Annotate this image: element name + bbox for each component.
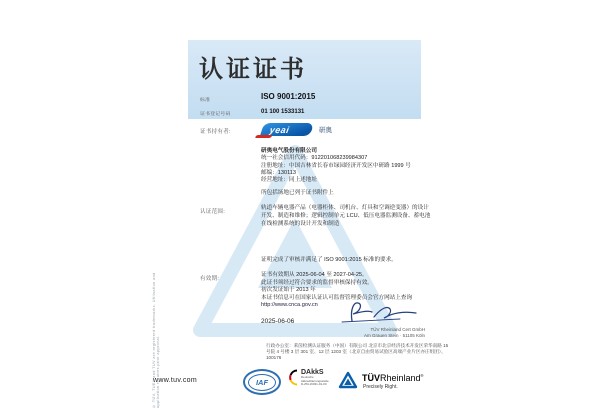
tuv-tagline: Precisely Right. [363, 384, 398, 390]
sites-note: 所包括场地已列于证书附件上 [261, 190, 334, 196]
side-trademark-note: ® TÜV, TUEV and TUV are registered trademarks. Utilisation and application requires prior approval. [152, 272, 160, 408]
iaf-inner-oval-icon [248, 374, 276, 391]
validity-line-4: 本证书信息可在国家认证认可监督管理委员会官方网站上查询 [261, 294, 413, 301]
postal-code: 邮编：130113 [261, 169, 297, 176]
credit-code: 统一社会信用代码：912201068239984307 [261, 155, 368, 162]
tuv-brand [362, 371, 423, 383]
registration-number-label: 证书登记号码 [200, 112, 231, 117]
certificate-title: 认证证书 [199, 56, 307, 83]
signature [338, 299, 430, 325]
issuer-address: Am Grauen Stein · 51105 Köln [364, 332, 425, 338]
holder-logo-red-stripe-icon [255, 135, 273, 138]
standard-value: ISO 9001:2015 [261, 92, 316, 101]
scope-label: 认证范围: [200, 209, 226, 215]
company-name: 研奥电气股份有限公司 [261, 148, 317, 154]
scope-text: 轨道车辆电器产品（电器柜体、司机台、灯具和空调逆变器）的设计开发、制造和维修；逻辑控制单元 LCU、低压电器监测设备、蓄电池在线检测系统的设计开发和制造 [261, 205, 431, 228]
dakks-flag-icon [288, 369, 299, 386]
issue-date: 2025-06-06 [261, 318, 295, 325]
holder-info-block [261, 148, 411, 184]
iaf-logo [243, 369, 281, 395]
holder-logo-swoosh-icon [260, 123, 314, 136]
admin-office-note [266, 343, 456, 361]
admin-office-line-1: 行政办公室：莱茵检测认证服务（中国）有限公司 北京市北京经济技术开发区荣华南路 15 [266, 343, 449, 348]
holder-logo [262, 123, 332, 136]
issuer-block [300, 327, 425, 339]
standard-label: 标准 [200, 98, 211, 103]
cnca-url: http://www.cnca.gov.cn [261, 302, 318, 309]
dakks-sub-2: Akkreditierungsstelle [301, 378, 329, 383]
tuv-triangle-icon [338, 371, 358, 389]
validity-label: 有效期: [200, 276, 220, 282]
dakks-sub-1: Deutsche [301, 375, 314, 379]
validity-line-3: 初次发证始于 2013 年 [261, 287, 316, 294]
registration-number-value: 01 100 1533131 [261, 109, 305, 115]
dakks-logo [288, 369, 329, 387]
tuv-website: www.tuv.com [153, 377, 198, 384]
registered-address: 注册地址：中国吉林省长春市绿园经济开发区中研路 1999 号 [261, 162, 411, 169]
holder-label: 证书持有者: [200, 129, 231, 135]
holder-logo-wordmark: yeai [269, 124, 291, 135]
tuv-brand-rest: Rheinland [380, 373, 421, 383]
audit-statement: 证明完成了审核并满足了 ISO 9001:2015 标准的要求。 [261, 257, 397, 263]
tuv-registered-mark: ® [420, 373, 424, 378]
admin-office-line-2: 号院 4 号楼 3 层 301 室、12 层 1203 室（北京自由贸易试验区高端产业片区亦庄组团）、100176 [266, 349, 446, 360]
tuv-rheinland-logo [338, 371, 423, 390]
validity-line-2: 此证书须经过符合要求的监督审核保持有效。 [261, 279, 373, 286]
holder-logo-cn-text: 研奥 [319, 127, 332, 134]
issuer-name: TÜV Rheinland Cert GmbH [370, 327, 425, 332]
business-address: 经营地址：同上述地址 [261, 177, 317, 184]
tuv-brand-bold: TÜV [362, 373, 380, 383]
validity-line-1: 证书有效期从 2025-06-04 至 2027-04-25。 [261, 272, 368, 278]
dakks-name: DAkkS [301, 369, 324, 376]
dakks-sub-3: D-ZM-16031-01-00 [301, 382, 327, 387]
iaf-label: IAF [255, 377, 269, 387]
